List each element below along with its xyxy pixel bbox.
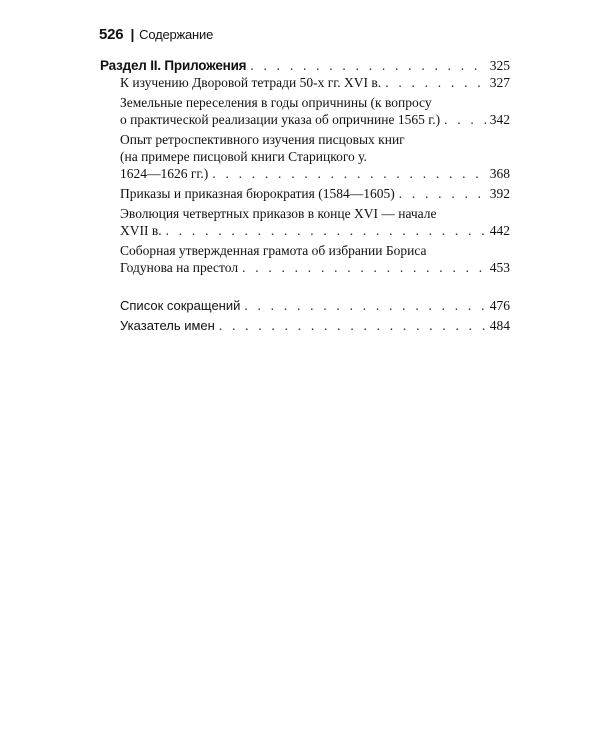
toc-item-text: Годунова на престол [120, 260, 239, 275]
toc-item-page-number: 442 [489, 223, 510, 238]
leader-dots [212, 165, 486, 182]
toc-item-text: Опыт ретроспективного изучения писцовых книг [120, 132, 405, 147]
toc-item-text: Список сокращений [120, 298, 241, 313]
header-title: Содержание [139, 27, 214, 42]
section-page-number: 325 [489, 58, 510, 73]
header-separator: | [130, 26, 135, 42]
toc-item-text: К изучению Дворовой тетради 50-х гг. XVI в. [120, 75, 382, 90]
toc-item [100, 242, 510, 276]
leader-dots [166, 222, 486, 239]
table-of-contents [100, 57, 510, 334]
toc-item-text: о практической реализации указа об опричнине 1565 г.) [120, 112, 441, 127]
toc-item-text: Приказы и приказная бюрократия (1584—1605) [120, 186, 395, 201]
leader-dots [242, 259, 486, 276]
leader-dots [244, 297, 486, 314]
toc-item-page-number: 392 [489, 186, 510, 201]
leader-dots [399, 185, 486, 202]
toc-item-text: Указатель имен [120, 318, 215, 333]
toc-item-text: (на примере писцовой книги Старицкого у. [120, 149, 367, 164]
toc-item-text: Эволюция четвертных приказов в конце XVI — начале [120, 206, 437, 221]
toc-item-page-number: 342 [489, 112, 510, 127]
toc-item-name-index [100, 317, 510, 334]
toc-item-page-number: 368 [489, 166, 510, 181]
section-title: Раздел II. Приложения [100, 58, 247, 73]
leader-dots [444, 111, 486, 128]
toc-item-text: 1624—1626 гг.) [120, 166, 209, 181]
toc-item [100, 94, 510, 128]
toc-item-page-number: 476 [489, 298, 510, 313]
toc-item-text: XVII в. [120, 223, 162, 238]
toc-item-page-number: 453 [489, 260, 510, 275]
toc-item [100, 131, 510, 182]
toc-section-heading [100, 57, 510, 74]
leader-dots [250, 57, 486, 74]
toc-item-text: Соборная утвержденная грамота об избрании Бориса [120, 243, 427, 258]
toc-item [100, 205, 510, 239]
toc-item-page-number: 484 [489, 318, 510, 333]
leader-dots [219, 317, 486, 334]
header-page-number: 526 [99, 26, 124, 43]
toc-item [100, 74, 510, 91]
toc-item-page-number: 327 [489, 75, 510, 90]
toc-item [100, 185, 510, 202]
toc-item-abbreviations [100, 297, 510, 314]
leader-dots [385, 74, 486, 91]
running-header [99, 26, 213, 43]
toc-item-text: Земельные переселения в годы опричнины (к вопросу [120, 95, 432, 110]
